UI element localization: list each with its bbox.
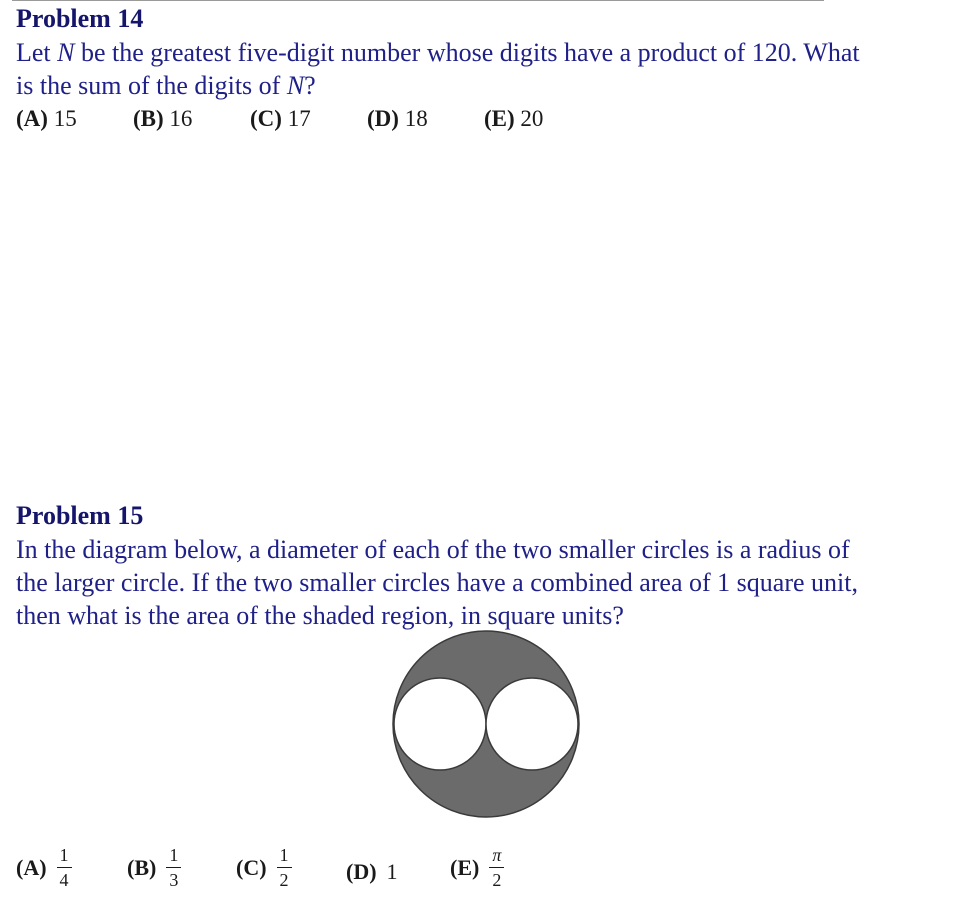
choice-letter: (B) — [133, 106, 164, 131]
choice-e[interactable] — [484, 106, 543, 132]
choice-value: 17 — [287, 106, 311, 131]
problem-15-title: Problem 15 — [16, 501, 144, 530]
denominator: 2 — [279, 870, 289, 890]
choice-d[interactable] — [346, 859, 398, 885]
problem-15-line-3: then what is the area of the shaded region, in square units? — [16, 601, 624, 630]
problem-15-line-1: In the diagram below, a diameter of each of the two smaller circles is a radius of — [16, 535, 850, 564]
choice-a[interactable] — [16, 106, 77, 132]
choice-letter: (C) — [236, 854, 267, 880]
choice-letter: (C) — [250, 106, 282, 131]
choice-d[interactable] — [367, 106, 428, 132]
choice-value: 1 — [386, 859, 398, 884]
choice-letter: (D) — [367, 106, 399, 131]
problem-14-line-2 — [16, 69, 961, 102]
problem-14-line-2-start: is the sum of the digits of — [16, 71, 287, 100]
choice-value: 15 — [53, 106, 77, 131]
numerator: π — [489, 845, 504, 868]
problem-14-line-1-start: Let — [16, 38, 58, 67]
choice-letter: (B) — [127, 854, 157, 880]
problem-14-line-1 — [16, 36, 961, 69]
denominator: 3 — [169, 870, 179, 890]
problem-14-line-1-end: be the greatest five-digit number whose digits have a product of 120. What — [74, 38, 860, 67]
choice-value: 16 — [169, 106, 193, 131]
circles-diagram — [390, 628, 582, 820]
problem-15-line-2: the larger circle. If the two smaller circles have a combined area of 1 square unit, — [16, 568, 858, 597]
right-small-circle — [486, 678, 578, 770]
choice-value: 20 — [520, 106, 544, 131]
problem-15-text — [16, 533, 961, 632]
choice-letter: (A) — [16, 854, 47, 880]
choice-letter: (D) — [346, 859, 377, 884]
top-divider — [12, 0, 824, 1]
variable-n: N — [57, 38, 75, 67]
problem-14-text — [16, 36, 961, 102]
fraction — [57, 845, 72, 890]
choice-b[interactable] — [133, 106, 192, 132]
problem-14-title: Problem 14 — [16, 4, 144, 33]
choice-c[interactable] — [236, 845, 292, 890]
denominator: 2 — [492, 870, 502, 890]
choice-c[interactable] — [250, 106, 311, 132]
choice-a[interactable] — [16, 845, 72, 890]
fraction — [489, 845, 504, 890]
numerator: 1 — [277, 845, 292, 868]
choice-letter: (A) — [16, 106, 48, 131]
variable-n: N — [286, 71, 305, 100]
choice-letter: (E) — [484, 106, 515, 131]
numerator: 1 — [166, 845, 181, 868]
left-small-circle — [394, 678, 486, 770]
fraction — [166, 845, 181, 890]
problem-14-line-2-end: ? — [304, 71, 316, 100]
choice-letter: (E) — [450, 854, 480, 880]
choice-value: 18 — [404, 106, 428, 131]
choice-e[interactable] — [450, 845, 504, 890]
numerator: 1 — [57, 845, 72, 868]
fraction — [277, 845, 292, 890]
denominator: 4 — [59, 870, 69, 890]
choice-b[interactable] — [127, 845, 181, 890]
